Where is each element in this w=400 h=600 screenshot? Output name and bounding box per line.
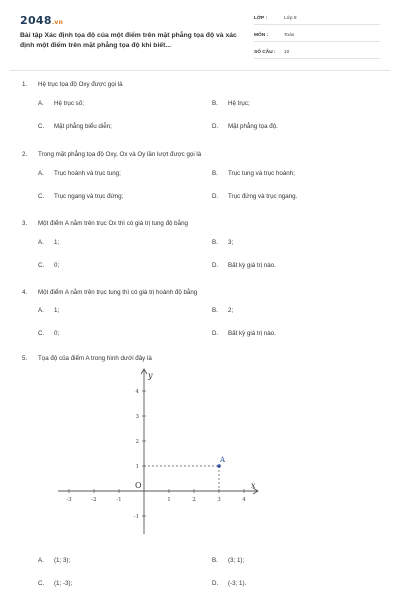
option-text: Trục tung và trục hoành;: [228, 170, 295, 177]
question-number: 2.: [22, 151, 28, 158]
meta-row-subject: [254, 31, 380, 42]
option-key: B.: [212, 100, 218, 107]
x-tick-label: -2: [91, 497, 97, 503]
meta-label: MÔN :: [254, 33, 269, 38]
option-key: A.: [38, 557, 44, 564]
option-text: (1; 3);: [54, 557, 71, 564]
option-key: B.: [212, 239, 218, 246]
meta-label: SỐ CÂU :: [254, 50, 276, 55]
question-number: 4.: [22, 289, 28, 296]
option-key: C.: [38, 123, 45, 130]
option-key: B.: [212, 170, 218, 177]
option-text: (-3; 1).: [228, 580, 247, 587]
x-tick-label: 2: [192, 497, 196, 503]
option-text: 1;: [54, 239, 60, 246]
option-key: C.: [38, 580, 45, 587]
option-text: (1; -3);: [54, 580, 73, 587]
option-key: B.: [212, 307, 218, 314]
option-text: Hệ trục số;: [54, 100, 84, 107]
y-tick-label: 3: [135, 414, 139, 420]
option-key: D.: [212, 262, 219, 269]
y-tick-label: -1: [133, 514, 139, 520]
option-c[interactable]: [38, 123, 112, 130]
option-text: Bất kỳ giá trị nào.: [228, 262, 276, 269]
y-axis-label: y: [148, 371, 153, 380]
point-a: [217, 464, 221, 468]
option-key: D.: [212, 193, 219, 200]
option-key: C.: [38, 193, 45, 200]
option-d[interactable]: [212, 580, 246, 587]
option-b[interactable]: [212, 170, 295, 177]
option-key: A.: [38, 239, 44, 246]
y-axis-arrow: [141, 369, 147, 374]
option-text: Trục hoành và trục tung;: [54, 170, 121, 177]
worksheet-meta: [254, 14, 380, 65]
y-tick-label: 4: [135, 389, 139, 395]
y-tick-label: 1: [135, 464, 139, 470]
option-d[interactable]: [212, 193, 297, 200]
meta-label: LỚP :: [254, 16, 268, 21]
point-a-label: A: [220, 456, 226, 464]
option-key: A.: [38, 307, 44, 314]
meta-value: Lớp 8: [284, 16, 297, 21]
option-key: D.: [212, 123, 219, 130]
option-text: 2;: [228, 307, 234, 314]
logo-suffix: .vn: [51, 19, 64, 26]
x-tick-label: 4: [242, 497, 246, 503]
option-key: A.: [38, 100, 44, 107]
option-b[interactable]: [212, 557, 244, 564]
option-b[interactable]: [212, 100, 250, 107]
x-tick-label: -3: [66, 497, 72, 503]
option-text: 0;: [54, 330, 60, 337]
option-text: 0;: [54, 262, 60, 269]
option-text: Hệ trục;: [228, 100, 250, 107]
option-b[interactable]: [212, 307, 233, 314]
option-text: 3;: [228, 239, 234, 246]
meta-value: Toán: [284, 33, 295, 38]
option-text: 1;: [54, 307, 60, 314]
question-text: Hệ trục tọa độ Oxy được gọi là: [38, 81, 123, 88]
option-c[interactable]: [38, 580, 72, 587]
x-tick-label: -1: [116, 497, 122, 503]
worksheet-header: [0, 0, 400, 66]
x-axis-arrow: [253, 488, 258, 494]
option-b[interactable]: [212, 239, 233, 246]
question-number: 5.: [22, 355, 28, 362]
option-key: C.: [38, 330, 45, 337]
option-a[interactable]: [38, 307, 59, 314]
option-text: Mặt phẳng tọa độ.: [228, 123, 278, 130]
option-a[interactable]: [38, 170, 121, 177]
option-key: A.: [38, 170, 44, 177]
option-c[interactable]: [38, 193, 123, 200]
option-text: Bất kỳ giá trị nào.: [228, 330, 276, 337]
option-d[interactable]: [212, 123, 278, 130]
option-key: D.: [212, 330, 219, 337]
origin-label: O: [135, 481, 142, 490]
option-key: D.: [212, 580, 219, 587]
question-number: 3.: [22, 220, 28, 227]
option-text: Trục đứng và trục ngang.: [228, 193, 298, 200]
option-d[interactable]: [212, 330, 276, 337]
option-text: (3; 1);: [228, 557, 245, 564]
question-text: Trong mặt phẳng tọa độ Oxy, Ox và Oy lần lượt được gọi là: [38, 151, 202, 158]
option-c[interactable]: [38, 262, 59, 269]
y-tick-label: 2: [135, 439, 139, 445]
question-number: 1.: [22, 81, 28, 88]
question-text: Một điểm A nằm trên trục tung thì có giá trị hoành độ bằng: [38, 289, 198, 296]
site-logo[interactable]: [20, 14, 63, 27]
option-key: B.: [212, 557, 218, 564]
question-text: Một điểm A nằm trên trục Ox thì có giá trị tung độ bằng: [38, 220, 188, 227]
x-tick-label: 3: [217, 497, 221, 503]
x-tick-label: 1: [167, 497, 171, 503]
worksheet-title: Bài tập Xác định tọa độ của một điểm trên mặt phẳng tọa độ và xác định một điểm trên mặt phẳng tọa độ khi biết...: [20, 32, 237, 49]
x-axis-label: x: [251, 481, 256, 490]
option-text: Mặt phẳng biểu diễn;: [54, 123, 112, 130]
meta-row-count: [254, 48, 380, 59]
option-c[interactable]: [38, 330, 59, 337]
meta-value: 10: [284, 50, 290, 55]
logo-main: 2048: [20, 14, 52, 27]
option-d[interactable]: [212, 262, 276, 269]
question-text: Tọa độ của điểm A trong hình dưới đây là: [38, 355, 152, 362]
meta-row-class: [254, 14, 380, 25]
option-a[interactable]: [38, 239, 59, 246]
option-text: Trục ngang và trục đứng;: [54, 193, 124, 200]
option-a[interactable]: [38, 100, 84, 107]
option-a[interactable]: [38, 557, 70, 564]
header-divider: [10, 70, 390, 71]
option-key: C.: [38, 262, 45, 269]
